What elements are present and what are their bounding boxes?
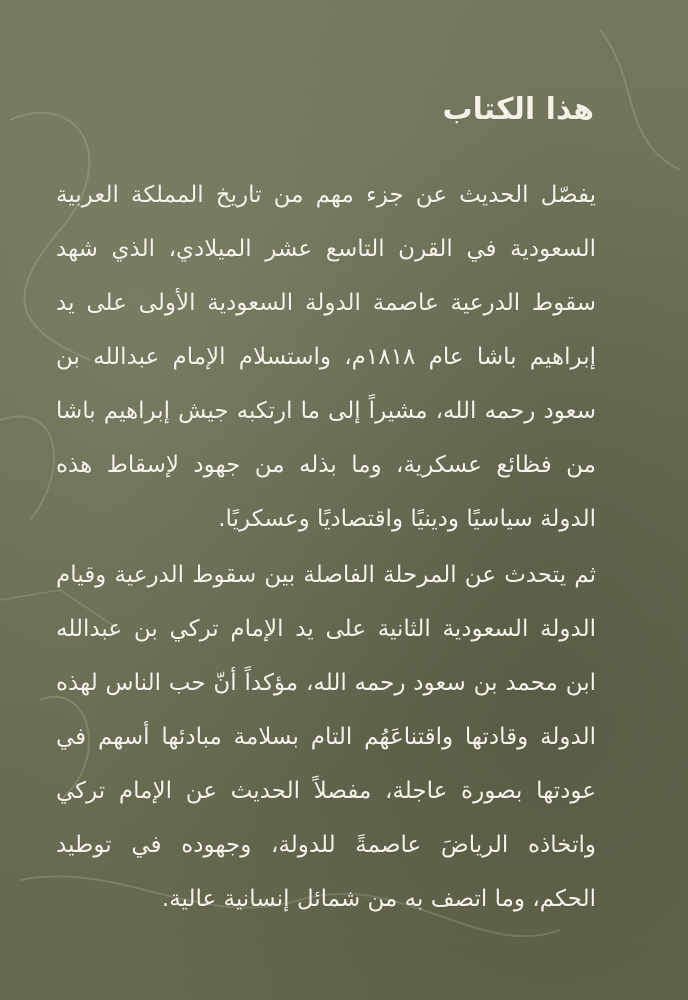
text-line: ابن محمد بن سعود رحمه الله، مؤكداً أنّ حب الناس لهذه [56,670,596,696]
text-line: الحكم، وما اتصف به من شمائل إنسانية عالية. [161,886,596,912]
text-line: ثم يتحدث عن المرحلة الفاصلة بين سقوط الدرعية وقيام [56,562,596,588]
text-line: يفصّل الحديث عن جزء مهم من تاريخ المملكة العربية [56,182,596,208]
text-line: إبراهيم باشا عام ١٨١٨م، واستسلام الإمام عبدالله بن [56,344,596,370]
text-line: واتخاذه الرياضَ عاصمةً للدولة، وجهوده في توطيد [56,832,596,858]
text-line: من فظائع عسكرية، وما بذله من جهود لإسقاط هذه [56,452,596,478]
text-line: الدولة وقادتها واقتناعَهُم التام بسلامة مبادئها أسهم في [56,724,596,750]
paragraph-1 [56,168,596,546]
text-line: الدولة سياسيًا ودينيًا واقتصاديًا وعسكريًا. [218,506,596,532]
text-line: عودتها بصورة عاجلة، مفصلاً الحديث عن الإمام تركي [56,778,596,804]
text-line: سقوط الدرعية عاصمة الدولة السعودية الأولى على يد [56,290,596,316]
text-line: الدولة السعودية الثانية على يد الإمام تركي بن عبدالله [56,616,596,642]
text-line: سعود رحمه الله، مشيراً إلى ما ارتكبه جيش إبراهيم باشا [56,398,596,424]
paragraph-2 [56,548,596,926]
text-line: السعودية في القرن التاسع عشر الميلادي، الذي شهد [56,236,596,262]
page-title: هذا الكتاب [442,92,594,127]
